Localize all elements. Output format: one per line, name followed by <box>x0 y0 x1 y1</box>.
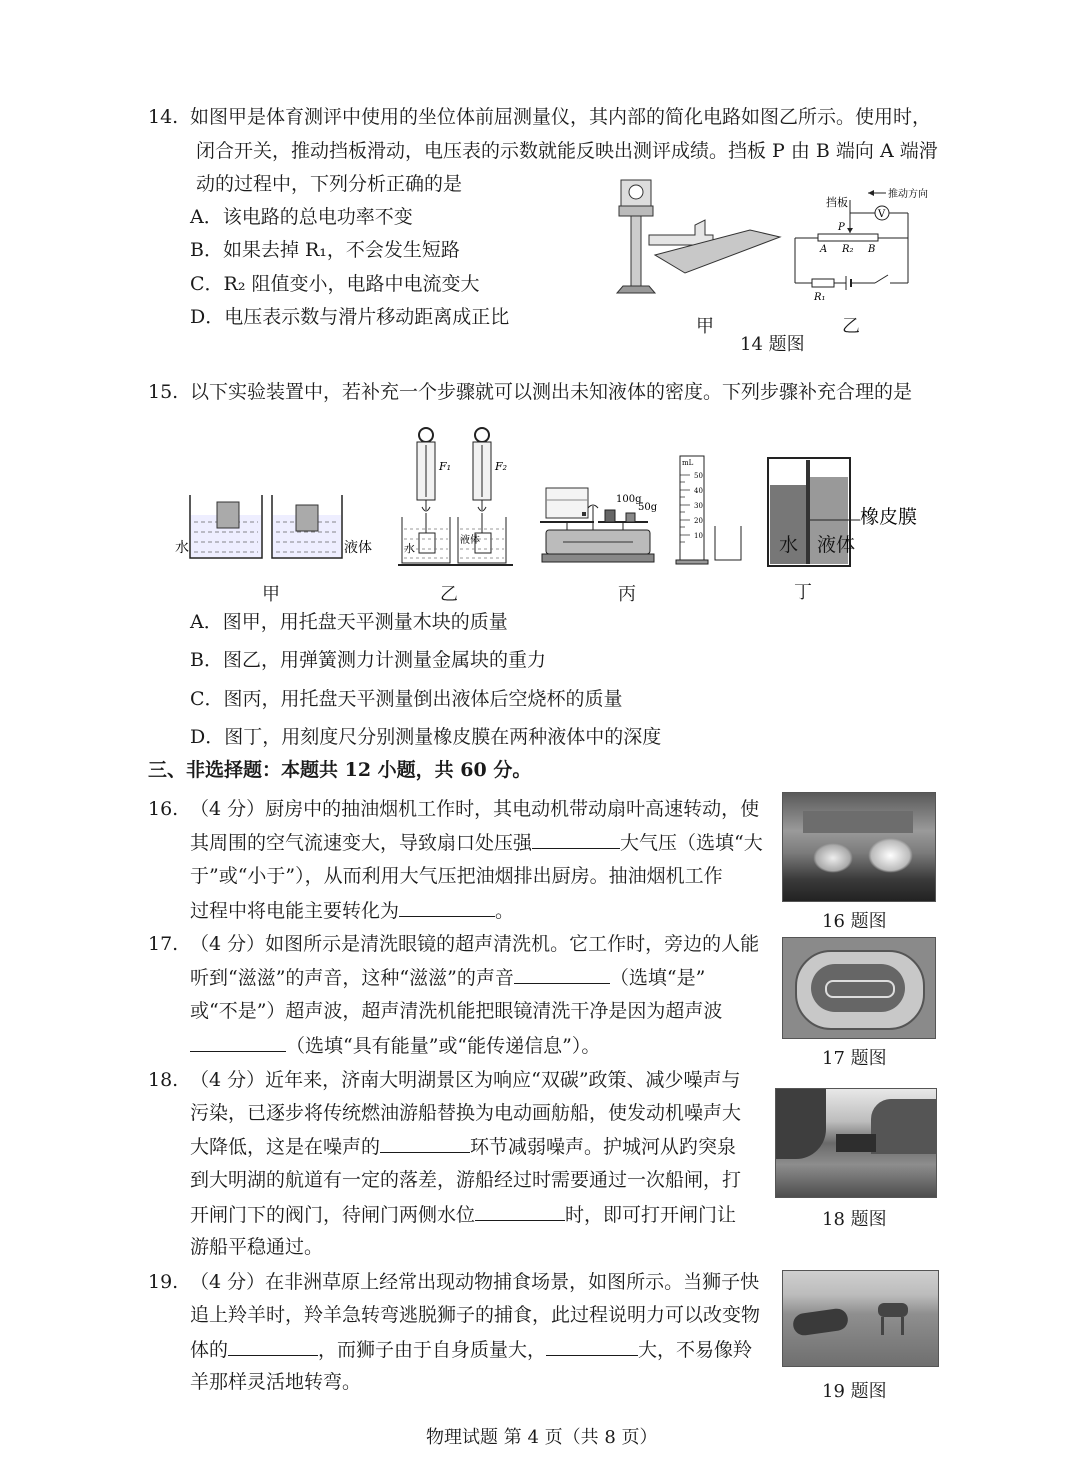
q18-line3-b: 环节减弱噪声。护城河从趵突泉 <box>470 1136 737 1158</box>
q16-line2-a: 其周围的空气流速变大，导致扇口处压强 <box>190 832 533 854</box>
q18-text-line1: （4 分）近年来，济南大明湖景区为响应“双碳”政策、减少噪声与 <box>190 1069 741 1091</box>
q18-text-line4: 到大明湖的航道有一定的落差，游船经过时需要通过一次船闸，打 <box>190 1169 742 1191</box>
q17-text-line2 <box>190 965 705 990</box>
q15-figure-ding <box>765 455 925 570</box>
q14-device-illustration <box>605 175 785 300</box>
baffle-label: 挡板 <box>826 196 848 209</box>
bing-tick-40: 40 <box>694 487 703 495</box>
q14-fig-label-yi: 乙 <box>842 316 860 337</box>
q18-text-line3 <box>190 1134 736 1159</box>
q14-fig-caption: 14 题图 <box>740 334 805 355</box>
q16-fig-caption: 16 题图 <box>822 911 887 932</box>
q14-option-c: C．R₂ 阻值变小，电路中电流变大 <box>190 273 480 295</box>
q16-line4-a: 过程中将电能主要转化为 <box>190 900 400 922</box>
q17-fig-caption: 17 题图 <box>822 1048 887 1069</box>
bing-tick-20: 20 <box>694 517 703 525</box>
q15-figure-yi <box>398 425 518 573</box>
q16-range-hood-photo <box>782 792 936 902</box>
section-3-heading: 三、非选择题：本题共 12 小题，共 60 分。 <box>148 759 532 781</box>
q18-fig-caption: 18 题图 <box>822 1209 887 1230</box>
q18-canal-boat-photo <box>775 1088 937 1198</box>
slider-p-label: P <box>838 222 845 233</box>
q19-line3-b: ，而狮子由于自身质量大， <box>318 1339 547 1361</box>
q18-text-line6: 游船平稳通过。 <box>190 1236 324 1258</box>
q19-text-line1: （4 分）在非洲草原上经常出现动物捕食场景，如图所示。当狮子快 <box>190 1271 760 1293</box>
q19-line3-c: 大，不易像羚 <box>638 1339 753 1361</box>
q15-option-b: B．图乙，用弹簧测力计测量金属块的重力 <box>190 649 546 671</box>
q14-stem-line2: 闭合开关，推动挡板滑动，电压表的示数就能反映出测评成绩。挡板 P 由 B 端向 A 端滑 <box>196 140 938 162</box>
q16-text-line3: 于”或“小于”），从而利用大气压把油烟排出厨房。抽油烟机工作 <box>190 865 723 887</box>
q14-stem-line3: 动的过程中，下列分析正确的是 <box>196 173 463 195</box>
q17-answer-blank-2[interactable] <box>190 1033 286 1052</box>
q18-answer-blank-1[interactable] <box>380 1134 470 1153</box>
ding-liquid-label: 液体 <box>817 534 856 556</box>
yi-water-label: 水 <box>404 542 415 555</box>
bing-tick-30: 30 <box>694 502 703 510</box>
ding-water-label: 水 <box>779 534 799 556</box>
q18-line5-b: 时，即可打开闸门让 <box>565 1204 737 1226</box>
q15-fig-label-bing: 丙 <box>618 584 636 605</box>
yi-f1-label: F₁ <box>439 460 452 473</box>
q18-line3-a: 大降低，这是在噪声的 <box>190 1136 381 1158</box>
q14-fig-label-jia: 甲 <box>696 316 714 337</box>
q15-number: 15. <box>148 381 179 403</box>
voltmeter-symbol: V <box>878 209 886 220</box>
q14-option-a: A．该电路的总电功率不变 <box>190 206 413 228</box>
q19-answer-blank-2[interactable] <box>546 1337 638 1356</box>
page-footer: 物理试题 第 4 页（共 8 页） <box>426 1427 658 1448</box>
bing-50g-label: 50g <box>638 502 658 513</box>
q19-lion-gazelle-photo <box>782 1270 939 1367</box>
q19-number: 19. <box>148 1271 179 1293</box>
q17-line2-b: （选填“是” <box>609 967 706 989</box>
q18-number: 18. <box>148 1069 179 1091</box>
q18-text-line2: 污染，已逐步将传统燃油游船替换为电动画舫船，使发动机噪声大 <box>190 1102 742 1124</box>
q17-answer-blank-1[interactable] <box>514 965 610 984</box>
q16-text-line2 <box>190 830 763 855</box>
q17-text-line4 <box>190 1033 600 1058</box>
q16-line2-b: 大气压（选填“大 <box>620 832 763 854</box>
q17-text-line3: 或“不是”）超声波，超声清洗机能把眼镜清洗干净是因为超声波 <box>190 1000 723 1022</box>
q15-option-c: C．图丙，用托盘天平测量倒出液体后空烧杯的质量 <box>190 688 623 710</box>
jia-water-label: 水 <box>175 540 189 556</box>
q14-number: 14. <box>148 106 179 128</box>
bing-100g-label: 100g <box>616 494 642 505</box>
jia-liquid-label: 液体 <box>344 540 372 556</box>
q15-option-a: A．图甲，用托盘天平测量木块的质量 <box>190 611 508 633</box>
q16-answer-blank-2[interactable] <box>399 898 495 917</box>
terminal-b-label: B <box>868 244 876 255</box>
terminal-a-label: A <box>820 244 828 255</box>
q14-stem-line1: 如图甲是体育测评中使用的坐位体前屈测量仪，其内部的简化电路如图乙所示。使用时， <box>190 106 932 128</box>
push-direction-label: 推动方向 <box>888 189 928 200</box>
q14-circuit-diagram <box>790 178 940 308</box>
q18-answer-blank-2[interactable] <box>475 1202 565 1221</box>
q17-text-line1: （4 分）如图所示是清洗眼镜的超声清洗机。它工作时，旁边的人能 <box>190 933 760 955</box>
bing-tick-10: 10 <box>694 532 703 540</box>
q19-answer-blank-1[interactable] <box>228 1337 318 1356</box>
q15-option-d: D．图丁，用刻度尺分别测量橡皮膜在两种液体中的深度 <box>190 726 662 748</box>
q16-text-line1: （4 分）厨房中的抽油烟机工作时，其电动机带动扇叶高速转动，使 <box>190 798 760 820</box>
q14-option-d: D．电压表示数与滑片移动距离成正比 <box>190 306 510 328</box>
q17-ultrasonic-cleaner-photo <box>782 937 936 1039</box>
q15-stem: 以下实验装置中，若补充一个步骤就可以测出未知液体的密度。下列步骤补充合理的是 <box>190 381 913 403</box>
q18-line5-a: 开闸门下的阀门，待闸门两侧水位 <box>190 1204 476 1226</box>
yi-f2-label: F₂ <box>495 460 508 473</box>
q15-fig-label-jia: 甲 <box>262 584 280 605</box>
q14-option-b: B．如果去掉 R₁，不会发生短路 <box>190 239 460 261</box>
q17-line4-b: （选填“具有能量”或“能传递信息”）。 <box>286 1035 601 1057</box>
q15-fig-label-ding: 丁 <box>794 582 812 603</box>
ding-membrane-label: 橡皮膜 <box>860 506 918 528</box>
yi-liquid-label: 液体 <box>460 535 480 546</box>
q15-fig-label-yi: 乙 <box>440 584 458 605</box>
q16-number: 16. <box>148 798 179 820</box>
q19-fig-caption: 19 题图 <box>822 1381 887 1402</box>
q15-figure-bing <box>538 450 748 570</box>
q16-answer-blank-1[interactable] <box>532 830 620 849</box>
q18-text-line5 <box>190 1202 736 1227</box>
q16-line4-b: 。 <box>495 900 515 922</box>
bing-tick-50: 50 <box>694 472 703 480</box>
bing-ml-label: mL <box>682 459 694 467</box>
q17-line2-a: 听到“滋滋”的声音，这种“滋滋”的声音 <box>190 967 514 989</box>
q15-figure-jia <box>172 490 372 565</box>
q19-text-line4: 羊那样灵活地转弯。 <box>190 1371 362 1393</box>
q17-number: 17. <box>148 933 179 955</box>
r1-label: R₁ <box>814 292 826 303</box>
q19-text-line3 <box>190 1337 752 1362</box>
q19-line3-a: 体的 <box>190 1339 229 1361</box>
r2-label: R₂ <box>842 244 854 255</box>
q19-text-line2: 追上羚羊时，羚羊急转弯逃脱狮子的捕食，此过程说明力可以改变物 <box>190 1304 761 1326</box>
q16-text-line4 <box>190 898 514 923</box>
